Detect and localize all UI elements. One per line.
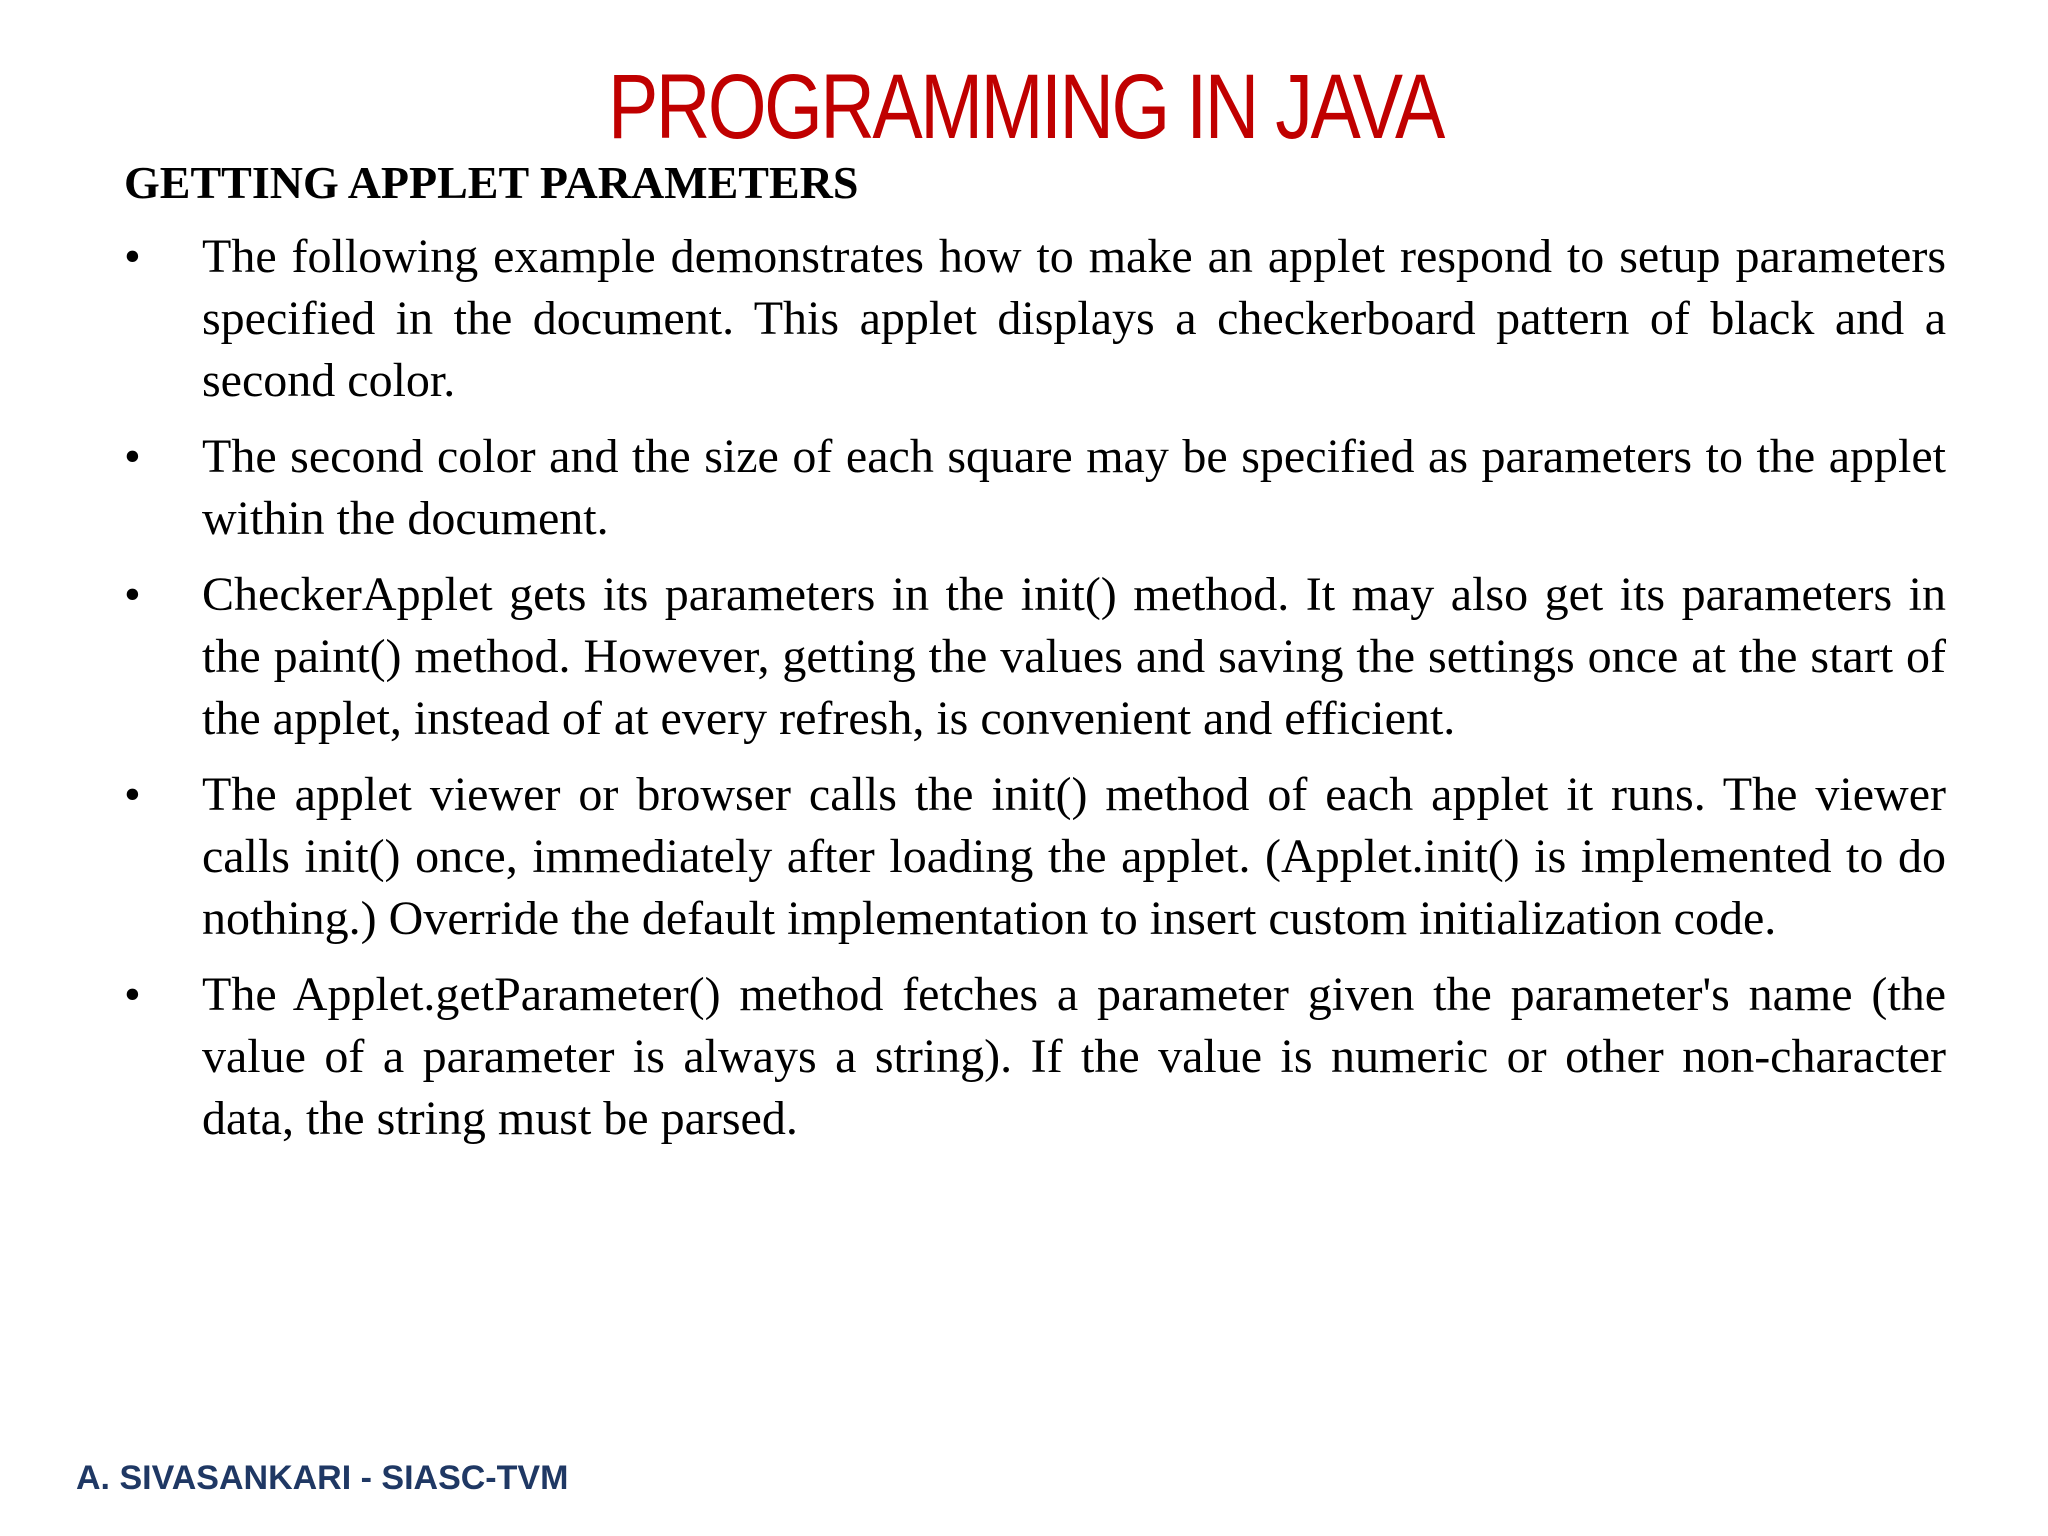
bullet-icon: • (124, 968, 141, 1021)
bullet-list (124, 226, 1946, 1164)
bullet-text: The Applet.getParameter() method fetches a parameter given the parameter's name (the value of a parameter is always a string). If the value is numeric or other non-character data, the string must be parsed. (202, 968, 1946, 1145)
bullet-item (124, 226, 1946, 412)
bullet-icon: • (124, 430, 141, 483)
bullet-item (124, 764, 1946, 950)
bullet-item (124, 964, 1946, 1150)
bullet-item (124, 426, 1946, 550)
bullet-icon: • (124, 568, 141, 621)
bullet-icon: • (124, 768, 141, 821)
slide-title: PROGRAMMING IN JAVA (608, 56, 1443, 158)
bullet-item (124, 564, 1946, 750)
bullet-text: The applet viewer or browser calls the init() method of each applet it runs. The viewer calls init() once, immediately after loading the applet. (Applet.init() is implemented to do nothing.) Override the default implementation to insert custom initialization code. (202, 768, 1946, 945)
bullet-text: The second color and the size of each square may be specified as parameters to the applet within the document. (202, 430, 1946, 545)
bullet-text: The following example demonstrates how to make an applet respond to setup parameters specified in the document. This applet displays a checkerboard pattern of black and a second color. (202, 230, 1946, 407)
bullet-text: CheckerApplet gets its parameters in the init() method. It may also get its parameters in the paint() method. However, getting the values and saving the settings once at the start of the applet, instead of at every refresh, is convenient and efficient. (202, 568, 1946, 745)
footer-author: A. SIVASANKARI - SIASC-TVM (76, 1459, 569, 1497)
section-heading: GETTING APPLET PARAMETERS (124, 157, 859, 208)
bullet-icon: • (124, 230, 141, 283)
